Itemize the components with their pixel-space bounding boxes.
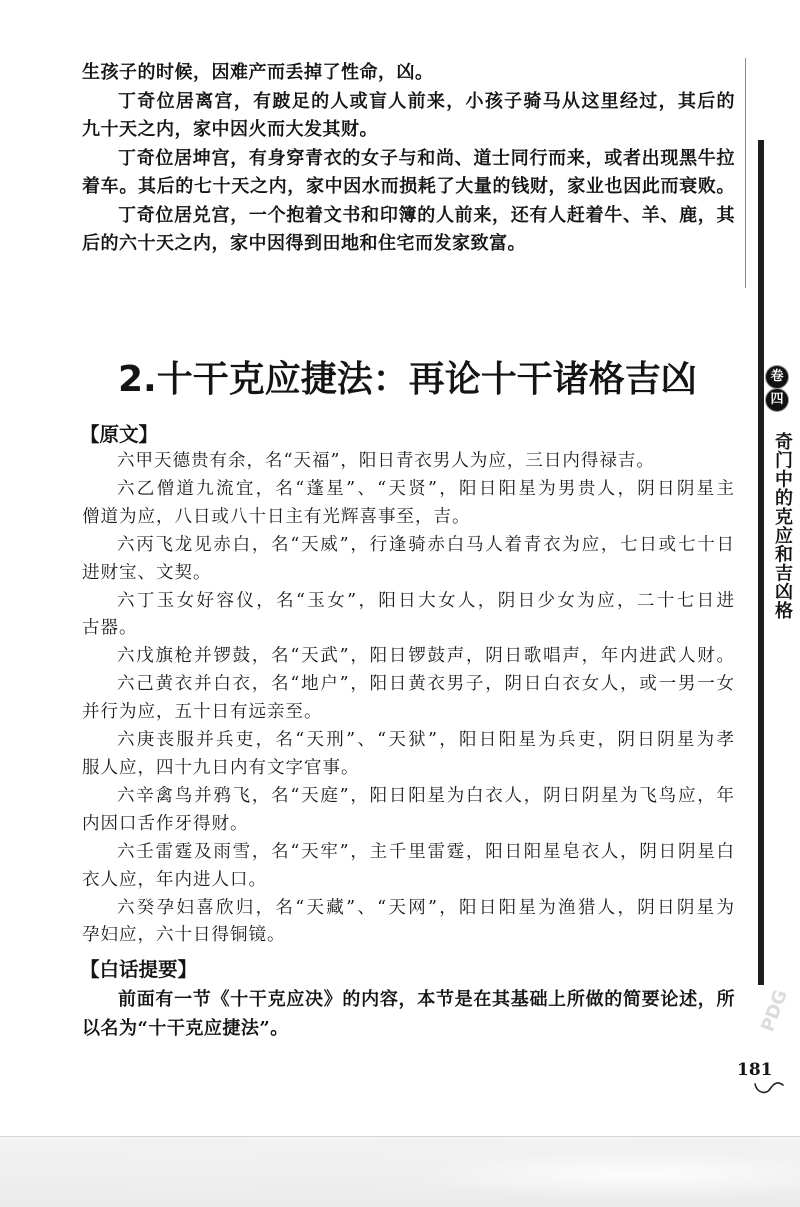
paragraph-line: 六丁玉女好容仪，名“玉女”，阳日大女人，阴日少女为应，二十七日进 — [117, 590, 735, 611]
paragraph-line: 六壬雷霆及雨雪，名“天牢”，主千里雷霆，阳日阳星皂衣人，阴日阴星白 — [117, 841, 735, 862]
paragraph-line: 着车。其后的七十天之内，家中因水而损耗了大量的钱财，家业也因此而衰败。 — [82, 176, 735, 197]
paragraph — [82, 839, 735, 895]
paragraph — [82, 88, 735, 145]
paragraph-line: 并行为应，五十日有远亲至。 — [82, 702, 323, 723]
paragraph-line: 九十天之内，家中因火而大发其财。 — [82, 119, 378, 140]
paragraph — [82, 671, 735, 727]
paragraph-line: 六乙僧道九流宜，名“蓬星”、“天贤”，阳日阳星为男贵人，阴日阴星主 — [117, 478, 735, 499]
paragraph — [82, 727, 735, 783]
paragraph-line: 六戊旗枪并锣鼓，名“天武”，阳日锣鼓声，阴日歌唱声，年内进武人财。 — [117, 646, 735, 667]
section-heading: 2.十干克应捷法：再论十干诸格吉凶 — [118, 359, 697, 400]
paragraph-line: 古器。 — [82, 618, 138, 639]
paragraph — [82, 643, 735, 671]
paragraph-line: 六庚丧服并兵吏，名“天刑”、“天狱”，阳日阳星为兵吏，阴日阴星为孝 — [117, 730, 735, 751]
paragraph-line: 生孩子的时候，因难产而丢掉了性命，凶。 — [82, 62, 434, 83]
paragraph — [82, 986, 735, 1043]
paragraph-line: 孕妇应，六十日得铜镜。 — [82, 925, 286, 946]
paragraph — [82, 895, 735, 951]
volume-badge-char: 四 — [766, 389, 788, 411]
paragraph — [82, 59, 735, 88]
summary-label: 【白话提要】 — [80, 958, 198, 981]
paragraph-line: 服人应，四十九日内有文字官事。 — [82, 757, 360, 778]
paragraph-line: 丁奇位居坤宫，有身穿青衣的女子与和尚、道士同行而来，或者出现黑牛拉 — [118, 147, 735, 169]
paragraph-line: 六己黄衣并白衣，名“地户”，阳日黄衣男子，阴日白衣女人，或一男一女 — [117, 674, 735, 695]
paragraph-line: 丁奇位居离宫，有跛足的人或盲人前来，小孩子骑马从这里经过，其后的 — [118, 90, 735, 112]
paragraph — [82, 145, 735, 202]
paragraph-line: 前面有一节《十干克应决》的内容，本节是在其基础上所做的简要论述，所 — [118, 989, 735, 1010]
margin-rule — [745, 58, 746, 288]
paragraph-line: 以名为“十干克应捷法”。 — [82, 1017, 289, 1039]
summary-text — [82, 986, 735, 1043]
original-text — [82, 448, 735, 950]
intro-text — [82, 59, 735, 259]
paragraph-line: 六癸孕妇喜欣归，名“天藏”、“天网”，阳日阳星为渔猎人，阴日阴星为 — [117, 897, 735, 918]
paragraph-line: 僧道为应，八日或八十日主有光辉喜事至，吉。 — [82, 506, 471, 527]
ornament-swirl-icon — [752, 1078, 786, 1098]
page-number: 181 — [737, 1060, 773, 1080]
paragraph-line: 后的六十天之内，家中因得到田地和住宅而发家致富。 — [82, 233, 526, 254]
original-text-label: 【原文】 — [80, 423, 159, 446]
paragraph — [82, 783, 735, 839]
paragraph-line: 内因口舌作牙得财。 — [82, 813, 249, 834]
paragraph — [82, 588, 735, 644]
paragraph-line: 丁奇位居兑宫，一个抱着文书和印簿的人前来，还有人赶着牛、羊、鹿，其 — [118, 204, 735, 226]
paragraph — [82, 532, 735, 588]
paragraph-line: 进财宝、文契。 — [82, 562, 212, 583]
paragraph-line: 衣人应，年内进人口。 — [82, 869, 267, 890]
paragraph-line: 六辛禽鸟并鸦飞，名“天庭”，阳日阳星为白衣人，阴日阴星为飞鸟应，年 — [117, 785, 735, 806]
volume-badge-char: 卷 — [766, 366, 788, 388]
watermark: PDG — [757, 987, 792, 1035]
paragraph-line: 六甲天德贵有余，名“天福”，阳日青衣男人为应，三日内得禄吉。 — [117, 451, 655, 471]
paragraph — [82, 448, 735, 476]
paragraph-line: 六丙飞龙见赤白，名“天威”，行逢骑赤白马人着青衣为应，七日或七十日 — [117, 534, 735, 555]
paragraph — [82, 476, 735, 532]
scan-texture — [400, 1150, 800, 1200]
running-chapter-title: 奇门中的克应和吉凶格 — [772, 432, 793, 620]
paragraph — [82, 202, 735, 259]
chapter-tab-bar — [758, 140, 764, 985]
